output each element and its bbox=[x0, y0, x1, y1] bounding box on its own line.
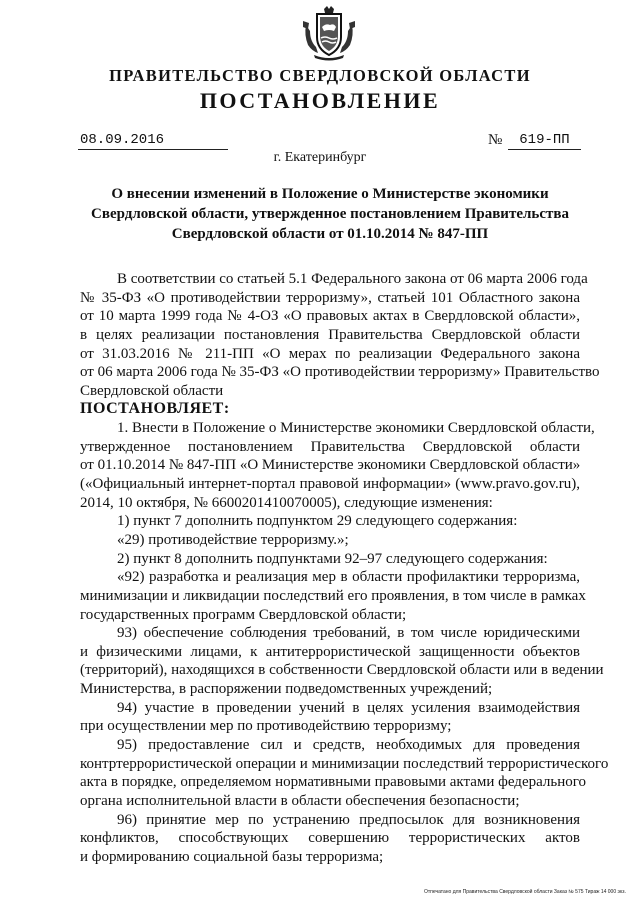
document-body bbox=[80, 270, 609, 867]
body-line: конфликтов, способствующих совершению террористических актов bbox=[80, 830, 580, 847]
print-note: Отпечатано для Правительства Свердловской области Заказ № 575 Тираж 14 000 экз. bbox=[424, 889, 626, 895]
body-line: «29) противодействие терроризму.»; bbox=[117, 531, 349, 548]
resolves-keyword: ПОСТАНОВЛЯЕТ: bbox=[80, 400, 230, 418]
body-line: и формированию социальной базы терроризма; bbox=[80, 848, 384, 865]
body-line: 2) пункт 8 дополнить подпунктами 92–97 следующего содержания: bbox=[117, 550, 548, 567]
heading-line: Свердловской области, утвержденное постановлением Правительства bbox=[91, 206, 569, 222]
body-line: органа исполнительной власти в области обеспечения безопасности; bbox=[80, 792, 520, 809]
body-line: от 31.03.2016 № 211-ПП «О мерах по реализации Федерального закона bbox=[80, 345, 580, 362]
body-line: контртеррористической операции и минимизации последствий террористического bbox=[80, 755, 609, 772]
body-line: и физическими лицами, к антитеррористической защищенности объектов bbox=[80, 643, 580, 660]
document-type: ПОСТАНОВЛЕНИЕ bbox=[199, 88, 441, 113]
document-date: 08.09.2016 bbox=[78, 132, 228, 150]
body-line: государственных программ Свердловской области; bbox=[80, 606, 407, 623]
body-line: Министерства, в распоряжении подведомственных учреждений; bbox=[80, 681, 493, 698]
body-line: В соответствии со статьей 5.1 Федерального закона от 06 марта 2006 года bbox=[117, 271, 588, 287]
body-line: 95) предоставление сил и средств, необходимых для проведения bbox=[117, 737, 580, 754]
heading-line: Свердловской области от 01.10.2014 № 847-ПП bbox=[171, 226, 489, 242]
body-line: «92) разработка и реализация мер в области профилактики терроризма, bbox=[117, 569, 580, 586]
body-line: 1. Внести в Положение о Министерстве экономики Свердловской области, bbox=[117, 420, 595, 437]
body-line: 93) обеспечение соблюдения требований, в том числе юридическими bbox=[117, 625, 580, 642]
body-line: от 10 марта 1999 года № 4-ОЗ «О правовых актах в Свердловской области», bbox=[80, 308, 580, 325]
body-line: в целях реализации постановления Правительства Свердловской области bbox=[80, 326, 580, 343]
number-sign: № bbox=[488, 132, 503, 148]
body-line: 94) участие в проведении учений в целях усиления взаимодействия bbox=[117, 699, 580, 716]
body-line: 2014, 10 октября, № 6600201410070005), следующие изменения: bbox=[80, 494, 493, 511]
body-line: № 35-ФЗ «О противодействии терроризму», статьей 101 Областного закона bbox=[80, 289, 580, 306]
document-number: 619-ПП bbox=[508, 132, 581, 150]
body-line: 96) принятие мер по устранению предпосылок для возникновения bbox=[117, 811, 580, 828]
government-title: ПРАВИТЕЛЬСТВО СВЕРДЛОВСКОЙ ОБЛАСТИ bbox=[109, 66, 531, 85]
document-heading bbox=[80, 184, 580, 244]
body-line: утвержденное постановлением Правительства Свердловской области bbox=[80, 438, 580, 455]
city-name: г. Екатеринбург bbox=[273, 150, 367, 165]
body-line: при осуществлении мер по противодействию терроризму; bbox=[80, 718, 452, 735]
heading-line: О внесении изменений в Положение о Министерстве экономики bbox=[111, 186, 549, 202]
body-line: Свердловской области bbox=[80, 382, 224, 399]
sverdlovsk-coat-of-arms-icon bbox=[300, 5, 358, 61]
body-line: минимизации и ликвидации последствий его проявления, в том числе в рамках bbox=[80, 587, 586, 604]
body-line: (территорий), находящихся в собственности Свердловской области или в ведении bbox=[80, 662, 604, 679]
body-line: от 06 марта 2006 года № 35-ФЗ «О противодействии терроризму» Правительство bbox=[80, 364, 600, 381]
body-line: 1) пункт 7 дополнить подпунктом 29 следующего содержания: bbox=[117, 513, 518, 530]
body-line: («Официальный интернет-портал правовой информации» (www.pravo.gov.ru), bbox=[80, 476, 580, 493]
body-line: акта в порядке, определяемом нормативными правовыми актами федерального bbox=[80, 774, 587, 791]
body-line: от 01.10.2014 № 847-ПП «О Министерстве экономики Свердловской области» bbox=[80, 457, 581, 474]
